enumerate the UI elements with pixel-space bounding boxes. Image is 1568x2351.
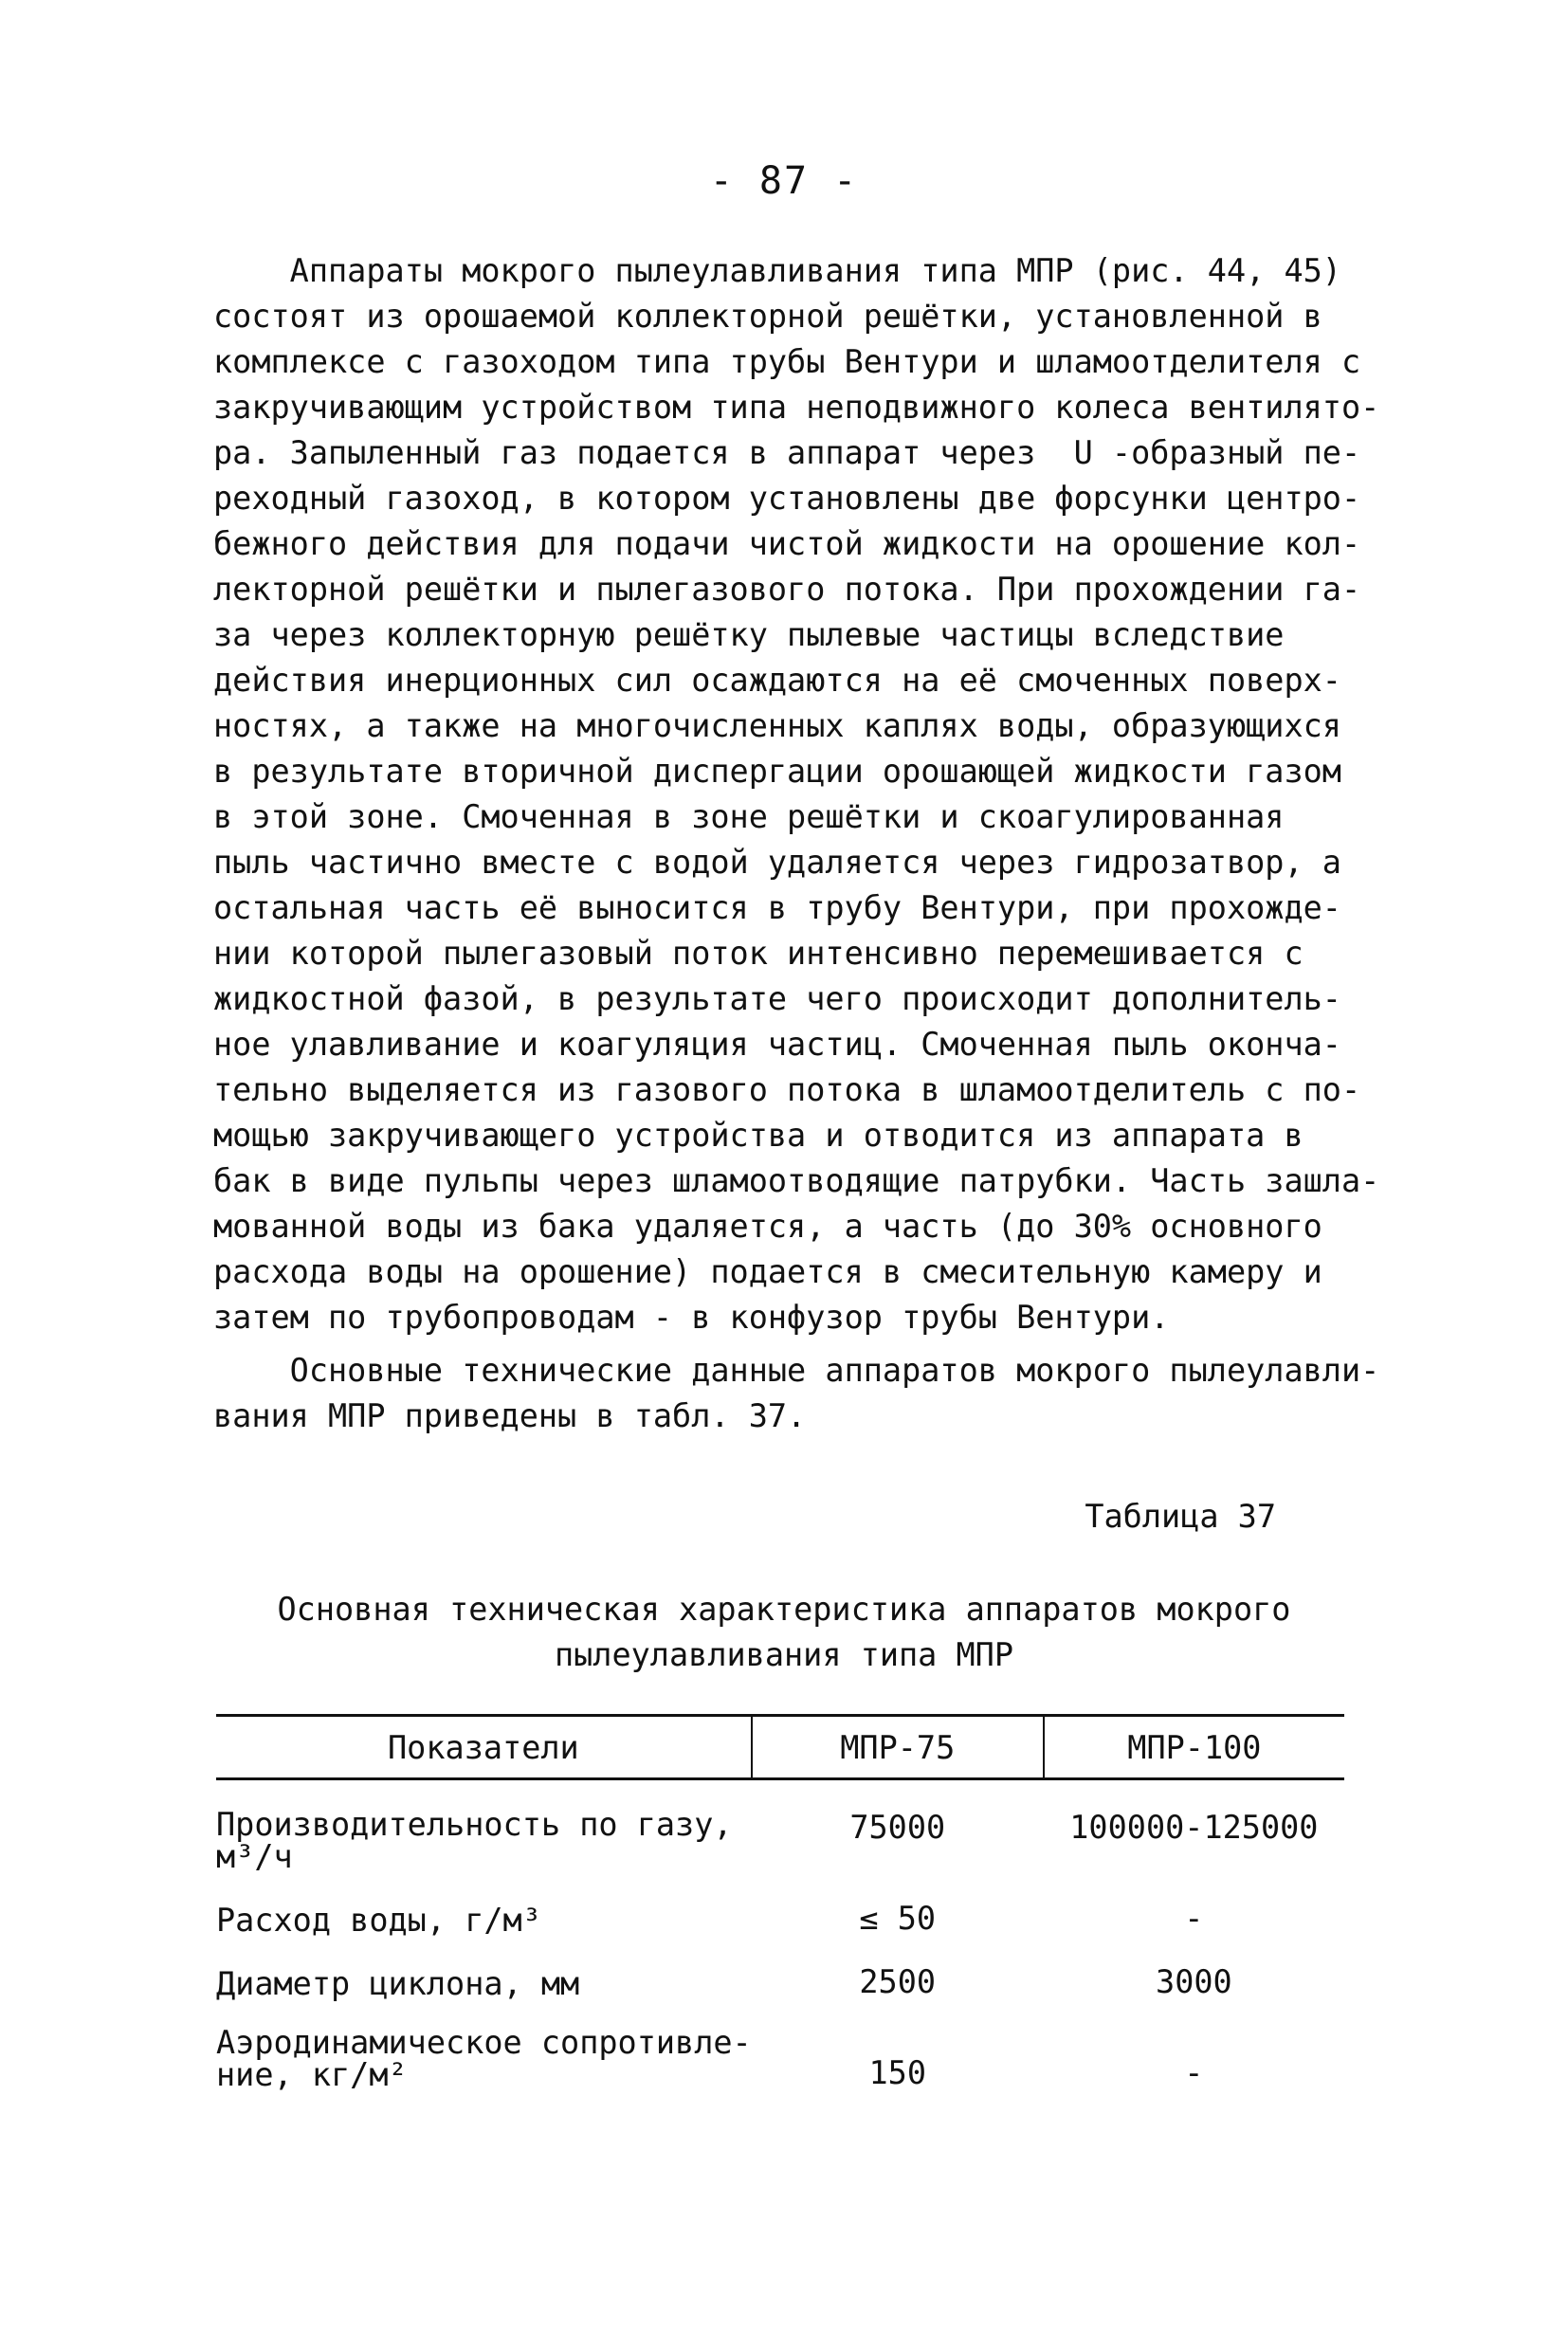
table-title-line: пылеулавливания типа МПР (554, 1636, 1014, 1673)
text-line: реходный газоход, в котором установлены две форсунки центро- (213, 480, 1361, 517)
text-line: пыль частично вместе с водой удаляется через гидрозатвор, а (213, 844, 1341, 881)
body-text (213, 248, 1380, 1439)
text-line: ностях, а также на многочисленных каплях воды, образующихся (213, 707, 1341, 744)
spec-table (216, 1714, 1344, 2091)
text-line: комплексе с газоходом типа трубы Вентури и шламоотделителя с (213, 343, 1361, 380)
text-line: состоят из орошаемой коллекторной решётки, установленной в (213, 298, 1322, 335)
table-row (216, 1779, 1344, 1874)
text-line: за через коллекторную решётку пылевые частицы вследствие (213, 616, 1285, 653)
row-label (216, 1873, 752, 1937)
cell-mpr100: 100000-125000 (1069, 1809, 1319, 1846)
header-mpr100: МПР-100 (1044, 1716, 1344, 1779)
cell-mpr100: - (1184, 2054, 1204, 2091)
text-line: в этой зоне. Смоченная в зоне решётки и скоагулированная (213, 798, 1285, 835)
row-label (216, 1937, 752, 2000)
text-line: жидкостной фазой, в результате чего происходит дополнитель- (213, 980, 1341, 1017)
row-label-line: Расход воды, г/м³ (216, 1902, 541, 1939)
text-line: лекторной решётки и пылегазового потока. При прохождении га- (213, 571, 1361, 608)
table-header-row (216, 1716, 1344, 1779)
text-line: в результате вторичной диспергации орошающей жидкости газом (213, 753, 1341, 790)
table-title-line: Основная техническая характеристика аппаратов мокрого (277, 1591, 1291, 1628)
table-title (0, 1587, 1568, 1678)
table-row (216, 1873, 1344, 1937)
text-line: действия инерционных сил осаждаются на её смоченных поверх- (213, 662, 1341, 699)
page-number: - 87 - (709, 159, 859, 203)
text-line: мованной воды из бака удаляется, а часть (до 30% основного (213, 1208, 1322, 1245)
text-line: мощью закручивающего устройства и отводится из аппарата в (213, 1117, 1304, 1154)
text-line: Основные технические данные аппаратов мокрого пылеулавли- (213, 1352, 1380, 1389)
cell-mpr100: 3000 (1156, 1963, 1232, 2000)
text-line: закручивающим устройством типа неподвижного колеса вентилято- (213, 389, 1380, 426)
cell-mpr75: 2500 (859, 1963, 937, 2000)
row-label-line: м³/ч (216, 1838, 293, 1875)
row-label-line: Аэродинамическое сопротивле- (216, 2024, 752, 2061)
text-line: вания МПР приведены в табл. 37. (213, 1397, 807, 1434)
row-label (216, 2000, 752, 2091)
text-line: остальная часть её выносится в трубу Вентури, при прохожде- (213, 889, 1341, 926)
table-label: Таблица 37 (1085, 1498, 1276, 1535)
cell-mpr75: 150 (868, 2054, 926, 2091)
table-row (216, 1937, 1344, 2000)
row-label-line: ние, кг/м² (216, 2056, 408, 2093)
text-line: затем по трубопроводам - в конфузор трубы Вентури. (213, 1299, 1170, 1336)
text-line: расхода воды на орошение) подается в смесительную камеру и (213, 1253, 1322, 1290)
text-line: бежного действия для подачи чистой жидкости на орошение кол- (213, 525, 1361, 562)
header-indicators: Показатели (216, 1716, 752, 1779)
cell-mpr100: - (1184, 1900, 1204, 1937)
text-line: Аппараты мокрого пылеулавливания типа МПР (рис. 44, 45) (213, 252, 1341, 289)
row-label (216, 1779, 752, 1874)
cell-mpr75: 75000 (849, 1809, 946, 1846)
text-line: тельно выделяется из газового потока в шламоотделитель с по- (213, 1071, 1361, 1108)
text-line: ра. Запыленный газ подается в аппарат через U -образный пе- (213, 434, 1361, 471)
text-line: бак в виде пульпы через шламоотводящие патрубки. Часть зашла- (213, 1162, 1380, 1199)
text-line: ное улавливание и коагуляция частиц. Смоченная пыль оконча- (213, 1026, 1341, 1063)
text-line: нии которой пылегазовый поток интенсивно перемешивается с (213, 935, 1304, 972)
table-row (216, 2000, 1344, 2091)
header-mpr75: МПР-75 (752, 1716, 1044, 1779)
row-label-line: Производительность по газу, (216, 1806, 733, 1843)
row-label-line: Диаметр циклона, мм (216, 1965, 580, 2002)
cell-mpr75: ≤ 50 (859, 1900, 937, 1937)
